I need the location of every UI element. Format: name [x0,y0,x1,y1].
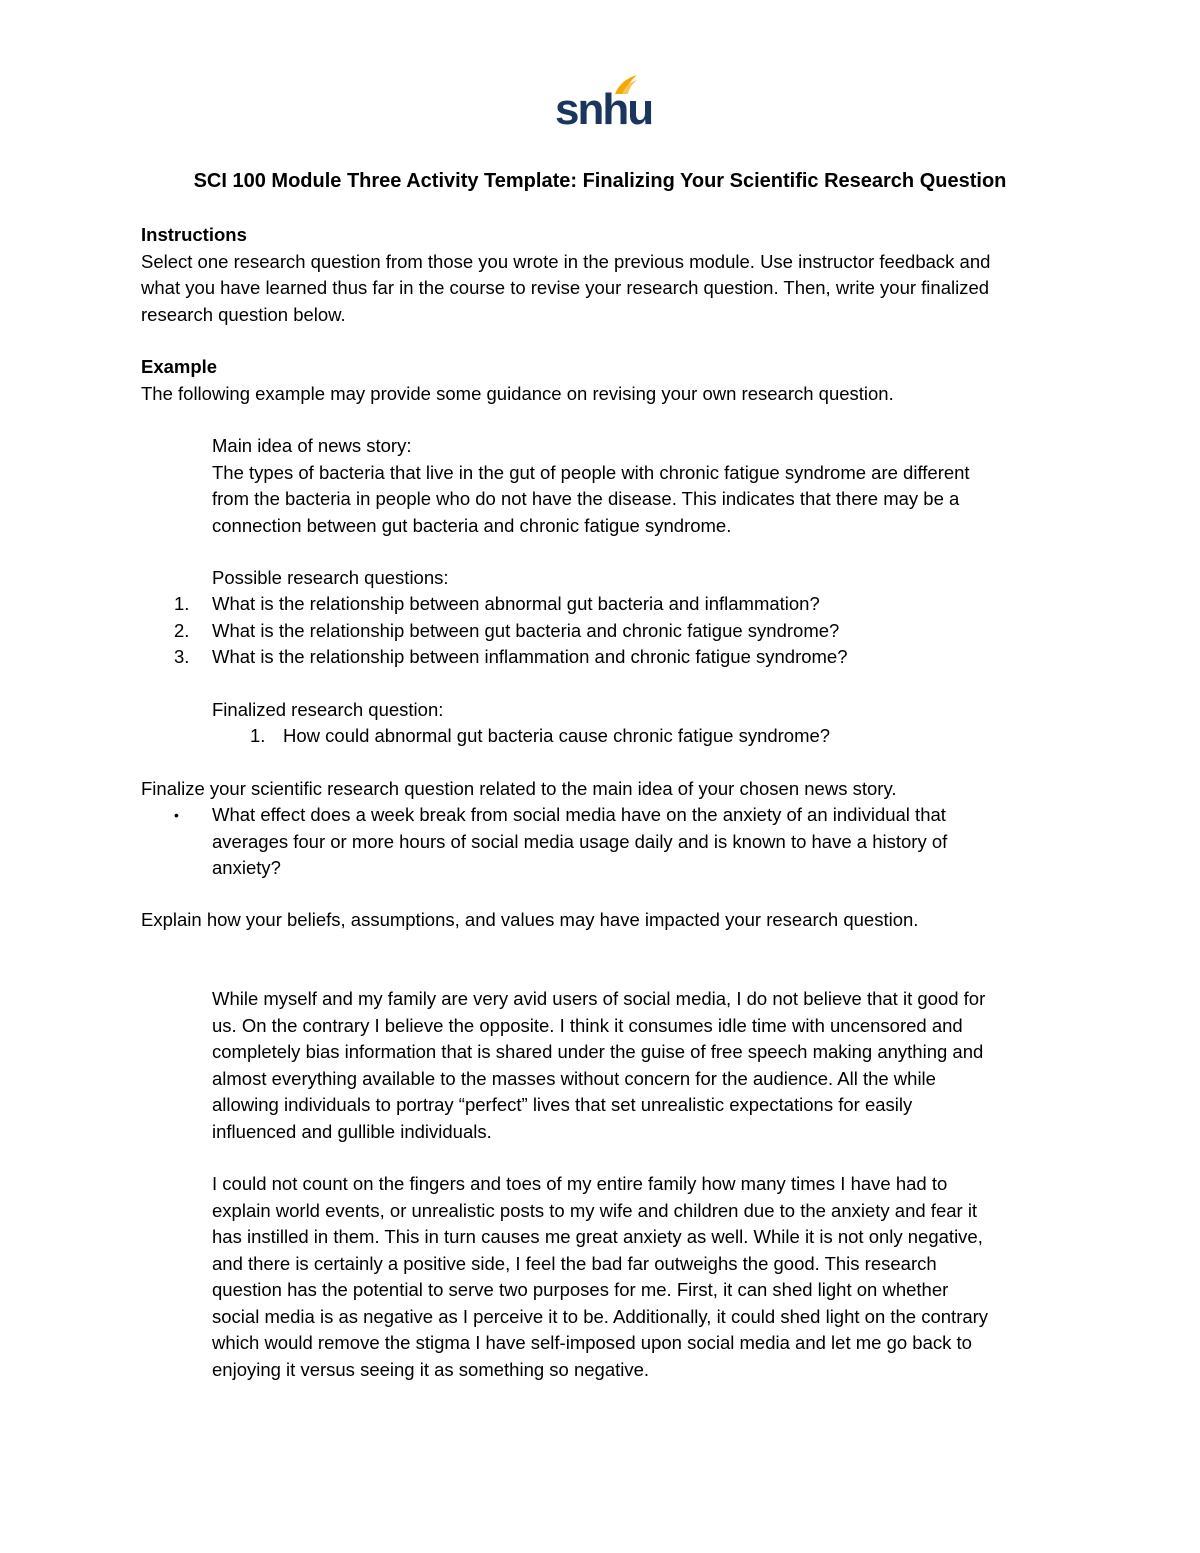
list-item-text: What is the relationship between gut bacteria and chronic fatigue syndrome? [212,619,840,641]
list-item-text: What is the relationship between inflammation and chronic fatigue syndrome? [212,646,848,667]
main-idea-line: The types of bacteria that live in the gut of people with chronic fatigue syndrome are different [212,461,970,483]
instructions-line: Select one research question from those you wrote in the previous module. Use instructor feedback and [141,250,991,272]
instructions-section [141,222,990,328]
finalize-prompt: Finalize your scientific research question related to the main idea of your chosen news story. [141,778,897,799]
example-section [141,354,894,407]
instructions-line: what you have learned thus far in the course to revise your research question. Then, write your finalized [141,277,990,298]
explain-paragraph-2 [212,1171,988,1383]
possible-questions-label: Possible research questions: [212,567,449,588]
paragraph-line: completely bias information that is shared under the guise of free speech making anything and [212,1041,984,1062]
finalized-example-label-block [212,697,443,724]
example-heading: Example [141,356,218,377]
paragraph-line: question has the potential to serve two purposes for me. First, it can shed light on whether [212,1279,949,1300]
paragraph-line: While myself and my family are very avid users of social media, I do not believe that it good for [212,988,986,1009]
possible-questions-label-block [212,565,449,592]
main-idea-line: connection between gut bacteria and chronic fatigue syndrome. [212,514,732,536]
paragraph-line: explain world events, or unrealistic posts to my wife and children due to the anxiety and fear it [212,1199,978,1221]
example-intro: The following example may provide some guidance on revising your own research question. [141,382,894,404]
finalized-example-label: Finalized research question: [212,699,444,720]
paragraph-line: has instilled in them. This in turn causes me great anxiety as well. While it is not only negative, [212,1226,983,1247]
main-idea-line: from the bacteria in people who do not have the disease. This indicates that there may be a [212,488,960,509]
list-item-number: 2. [174,619,190,641]
list-item [0,591,1200,618]
paragraph-line: social media is as negative as I perceive it to be. Additionally, it could shed light on the contrary [212,1305,989,1327]
explain-prompt: Explain how your beliefs, assumptions, and values may have impacted your research question. [141,909,919,930]
finalize-answer-text [212,802,947,882]
instructions-line: research question below. [141,303,346,325]
paragraph-line: almost everything available to the masses without concern for the audience. All the while [212,1067,936,1089]
paragraph-line: us. On the contrary I believe the opposite. I think it consumes idle time with uncensored and [212,1014,963,1036]
list-item-text: What is the relationship between abnormal gut bacteria and inflammation? [212,593,820,614]
page-title: SCI 100 Module Three Activity Template: Finalizing Your Scientific Research Question [193,170,1007,192]
paragraph-line: influenced and gullible individuals. [212,1120,492,1142]
answer-line: What effect does a week break from social media have on the anxiety of an individual that [212,804,946,825]
paragraph-line: and there is certainly a positive side, I feel the bad far outweighs the good. This research [212,1252,937,1274]
answer-line: anxiety? [212,857,281,878]
explain-prompt-block [141,907,918,934]
list-item-number: 1. [250,725,266,746]
snhu-logo [553,74,653,134]
paragraph-line: I could not count on the fingers and toes of my entire family how many times I have had to [212,1173,948,1194]
list-item-number: 3. [174,646,190,667]
main-idea-block [212,433,970,539]
paragraph-line: enjoying it versus seeing it as something so negative. [212,1358,650,1380]
instructions-heading: Instructions [141,224,247,245]
list-item-text: How could abnormal gut bacteria cause chronic fatigue syndrome? [283,725,831,746]
logo-wordmark: snhu [555,85,653,134]
answer-line: averages four or more hours of social media usage daily and is known to have a history of [212,830,948,852]
list-item [0,644,1200,671]
list-item [0,618,1200,645]
list-item-number: 1. [174,593,190,614]
explain-paragraph-1 [212,986,985,1145]
main-idea-label: Main idea of news story: [212,435,412,456]
bullet-icon: • [174,807,179,823]
finalize-prompt-block [141,776,896,803]
paragraph-line: allowing individuals to portray “perfect” lives that set unrealistic expectations for easily [212,1094,913,1115]
paragraph-line: which would remove the stigma I have self-imposed upon social media and let me go back to [212,1332,972,1353]
